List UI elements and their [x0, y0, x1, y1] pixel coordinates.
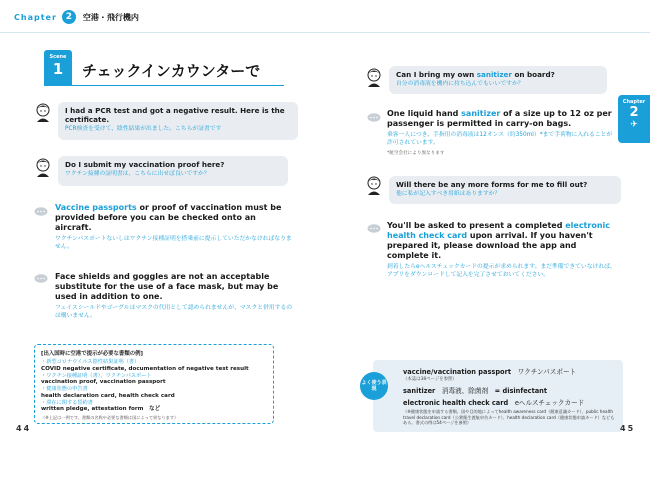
- passenger-avatar-icon: [34, 157, 52, 177]
- answer-a4: [387, 221, 617, 279]
- highlight-term: electronic health check card: [387, 221, 610, 240]
- chapter-number-badge: 2: [62, 10, 76, 24]
- chapter-header: [14, 10, 139, 24]
- scene-number: 1: [52, 60, 64, 78]
- answer-en-text: Face shields and goggles are not an acceptable substitute for the use of a face mask, but may be used in addition to one.: [55, 272, 279, 301]
- answer-en-post: upon arrival. If you haven't prepared it, please download the app and complete it.: [387, 231, 593, 260]
- bubble-ja-text: 自分の消毒液を機内に持ち込んでもいいですか？: [396, 81, 524, 87]
- bubble-ja-text: 他に私が記入すべき用紙はありますか？: [396, 191, 501, 197]
- speech-bubble-q1: [58, 102, 298, 140]
- vocab-description: （※健康状態を申請する書類。国や目的地によってhealth awareness card（健康意識カード）、public health travel declaration card（公衆衛生渡航申告カード）、health declaration card（健康状態申請カード）などもある。書式の例は54ページを参照）: [403, 409, 615, 426]
- page-number-right: 45: [620, 424, 636, 433]
- bubble-en-text: Do I submit my vaccination proof here?: [65, 160, 225, 169]
- docbox-footnote: （※上記は一例です。書類の名称や必要な書類は国によって異なります）: [41, 415, 179, 420]
- answer-ja-text: 乗客一人につき、手指用の消毒液は12オンス（約350ml）*まで手荷物に入れることが許可されています。: [387, 132, 613, 146]
- highlight-term: sanitizer: [476, 70, 512, 79]
- bubble-en-text: I had a PCR test and got a negative result. Here is the certificate.: [65, 106, 285, 124]
- docbox-item: [41, 373, 267, 387]
- docbox-item: [41, 386, 267, 400]
- answer-en-text: [387, 221, 617, 261]
- docbox-item-ja: ・滞在に関する誓約書: [41, 399, 93, 406]
- answer-note: *航空会社により異なります: [387, 151, 445, 156]
- scene-divider: [44, 85, 284, 86]
- chapter-title: 空港・飛行機内: [82, 12, 139, 22]
- vocab-ja: 消毒液、除菌剤: [441, 387, 489, 395]
- bubble-en-text: [396, 70, 600, 79]
- staff-speech-icon: [34, 207, 48, 217]
- side-tab-number: 2: [629, 105, 639, 120]
- bubble-en-text: Will there be any more forms for me to fill out?: [396, 180, 588, 189]
- answer-en-pre: One liquid hand: [387, 109, 462, 118]
- answer-en-pre: You'll be asked to present a completed: [387, 221, 566, 230]
- vocab-entry: [403, 366, 615, 376]
- chapter-side-tab: [618, 95, 650, 143]
- right-page: [325, 0, 650, 479]
- docbox-item-en: COVID negative certificate, documentation of negative test result: [41, 365, 249, 372]
- side-tab-word: Chapter: [622, 99, 646, 105]
- docbox-item-en: health declaration card, health check card: [41, 392, 175, 399]
- answer-en-text: [387, 109, 613, 129]
- answer-en-text: [55, 203, 293, 233]
- required-documents-box: [34, 344, 274, 424]
- vocab-ja: eヘルスチェックカード: [514, 399, 585, 407]
- vocab-en: electronic health check card: [403, 399, 509, 407]
- vocab-en: vaccine/vaccination passport: [403, 368, 511, 376]
- docbox-item: [41, 359, 267, 373]
- vocab-synonym: = disinfectant: [494, 387, 548, 395]
- highlight-term: Vaccine passports: [55, 203, 137, 212]
- speech-bubble-q3: [389, 66, 607, 94]
- scene-title: チェックインカウンターで: [82, 62, 261, 80]
- speech-bubble-q4: [389, 176, 621, 204]
- answer-en-rest: or proof of vaccination must be provided before you can be checked onto an aircraft.: [55, 203, 282, 232]
- chapter-word: Chapter: [14, 12, 57, 22]
- docbox-title: [出入国時に空港で提示が必要な書類の例]: [41, 351, 143, 357]
- common-expressions-box: [373, 360, 623, 432]
- docbox-item-en: written pledge, attestation form など: [41, 406, 161, 412]
- bubble-en-post: on board?: [511, 70, 555, 79]
- answer-a2: [55, 272, 293, 320]
- passenger-avatar-icon: [34, 102, 52, 122]
- staff-speech-icon: [367, 224, 381, 234]
- vocab-note: （本誌は38ページを参照）: [403, 377, 457, 382]
- passenger-avatar-icon: [365, 67, 383, 87]
- airplane-icon: ✈: [630, 120, 638, 130]
- vocab-ja: ワクチンパスポート: [517, 368, 577, 376]
- bubble-en-pre: Can I bring my own: [396, 70, 477, 79]
- answer-en-post: of a size up to 12 oz per passenger is permitted in carry-on bags.: [387, 109, 612, 128]
- docbox-item-ja: ・ワクチン接種証明（書）、ワクチンパスポート: [41, 372, 152, 379]
- highlight-term: sanitizer: [461, 109, 501, 118]
- answer-a1: [55, 203, 293, 251]
- passenger-avatar-icon: [365, 175, 383, 195]
- vocab-entry: [403, 385, 615, 395]
- scene-word: Scene: [49, 54, 67, 60]
- answer-a3: [387, 109, 613, 156]
- bubble-ja-text: ワクチン接種の証明書は、こちらに出せば良いですか？: [65, 171, 210, 177]
- common-expressions-badge: よく使う表現: [360, 372, 388, 400]
- staff-speech-icon: [367, 113, 381, 123]
- bubble-ja-text: PCR検査を受けて、陰性結果が出ました。こちらが証書です: [65, 126, 222, 132]
- answer-ja-text: ワクチンパスポートないしはワクチン接種証明を搭乗前に提示していただかなければなりません。: [55, 236, 292, 250]
- vocab-entry: [403, 397, 615, 407]
- staff-speech-icon: [34, 274, 48, 284]
- answer-ja-text: フェイスシールドやゴーグルはマスクの代用として認められませんが、マスクと併用するのは構いません。: [55, 305, 293, 319]
- vocab-en: sanitizer: [403, 387, 436, 395]
- page-number-left: 44: [16, 424, 32, 433]
- docbox-item-ja: ・新型コロナウイルス陰性結果証明（書）: [41, 359, 140, 365]
- docbox-item: [41, 400, 267, 414]
- speech-bubble-q2: [58, 156, 288, 186]
- docbox-item-ja: ・健康状態の申告書: [41, 386, 88, 392]
- scene-badge: [44, 50, 72, 86]
- docbox-item-en: vaccination proof, vaccination passport: [41, 379, 166, 385]
- answer-ja-text: 到着したらeヘルスチェックカードの提示が求められます。まだ準備できていなければ、アプリをダウンロードして記入を完了させておいてください。: [387, 264, 616, 278]
